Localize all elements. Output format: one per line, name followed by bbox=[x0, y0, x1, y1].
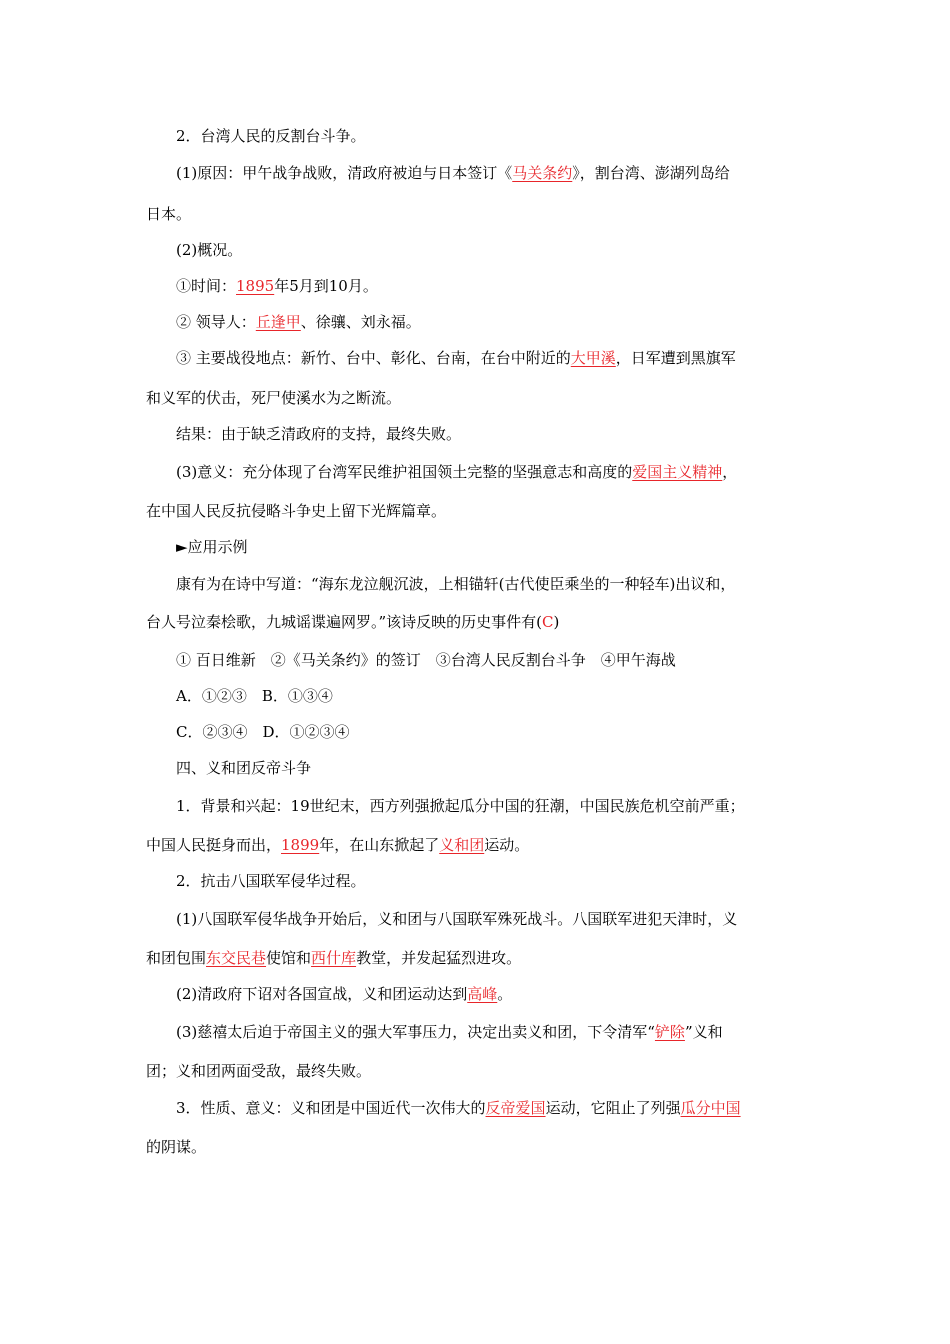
text-segment: 年5月到10月。 bbox=[274, 277, 378, 295]
answer-underlined: 1895 bbox=[236, 277, 275, 295]
answer-underlined: 爱国主义精神 bbox=[632, 463, 723, 481]
answer-underlined: 瓜分中国 bbox=[680, 1099, 741, 1117]
text-line bbox=[176, 1098, 741, 1118]
text-line bbox=[146, 612, 559, 632]
text-line bbox=[176, 796, 745, 816]
text-segment: 日本。 bbox=[146, 205, 192, 223]
text-segment: 四、义和团反帝斗争 bbox=[176, 759, 312, 777]
text-segment: ) bbox=[553, 613, 560, 631]
answer-underlined: 反帝爱国 bbox=[485, 1099, 546, 1117]
text-segment: 团；义和团两面受敌，最终失败。 bbox=[146, 1062, 372, 1080]
text-line bbox=[176, 312, 421, 332]
answer-underlined: 高峰 bbox=[467, 985, 498, 1003]
answer-choice: C bbox=[542, 613, 554, 631]
text-segment: ①时间： bbox=[176, 277, 237, 295]
text-line bbox=[146, 501, 446, 521]
text-line bbox=[146, 835, 529, 855]
text-segment: 、徐骧、刘永福。 bbox=[300, 313, 421, 331]
text-segment: 使馆和 bbox=[266, 949, 312, 967]
text-line bbox=[176, 424, 461, 444]
text-segment: 3．性质、意义：义和团是中国近代一次伟大的 bbox=[176, 1099, 486, 1117]
text-line bbox=[176, 1022, 723, 1042]
answer-underlined: 东交民巷 bbox=[206, 949, 267, 967]
text-segment: (2)清政府下诏对各国宣战，义和团运动达到 bbox=[176, 985, 468, 1003]
text-line bbox=[146, 204, 191, 224]
text-line bbox=[146, 388, 401, 408]
text-segment: 台人号泣秦桧歌，九城谣谍遍网罗。”该诗反映的历史事件有( bbox=[146, 613, 543, 631]
text-segment: ① 百日维新 ②《马关条约》的签订 ③台湾人民反割台斗争 ④甲午海战 bbox=[176, 651, 676, 669]
text-segment: (1)原因：甲午战争战败，清政府被迫与日本签订《 bbox=[176, 164, 513, 182]
text-line bbox=[176, 163, 730, 183]
text-segment: (2)概况。 bbox=[176, 241, 243, 259]
text-line bbox=[176, 126, 366, 146]
text-segment: 在中国人民反抗侵略斗争史上留下光辉篇章。 bbox=[146, 502, 447, 520]
text-segment: 。 bbox=[497, 985, 513, 1003]
text-line bbox=[176, 240, 242, 260]
text-segment: 和义军的伏击，死尸使溪水为之断流。 bbox=[146, 389, 402, 407]
text-line bbox=[176, 686, 333, 706]
text-segment: C．②③④ D．①②③④ bbox=[176, 723, 350, 741]
text-segment: 2．台湾人民的反割台斗争。 bbox=[176, 127, 366, 145]
text-line bbox=[176, 758, 311, 778]
answer-underlined: 西什库 bbox=[311, 949, 357, 967]
text-segment: 结果：由于缺乏清政府的支持，最终失败。 bbox=[176, 425, 462, 443]
text-line bbox=[176, 650, 676, 670]
text-line bbox=[176, 348, 736, 368]
text-segment: (3)意义：充分体现了台湾军民维护祖国领土完整的坚强意志和高度的 bbox=[176, 463, 633, 481]
text-line bbox=[176, 722, 350, 742]
text-segment: 中国人民挺身而出， bbox=[146, 836, 282, 854]
text-segment: 康有为在诗中写道：“海东龙泣舰沉波，上相锚轩(古代使臣乘坐的一种轻车)出议和， bbox=[176, 575, 736, 593]
text-line bbox=[176, 276, 378, 296]
text-segment: 运动，它阻止了列强 bbox=[545, 1099, 681, 1117]
text-line bbox=[176, 984, 512, 1004]
text-segment: (3)慈禧太后迫于帝国主义的强大军事压力，决定出卖义和团，下令清军“ bbox=[176, 1023, 655, 1041]
text-segment: (1)八国联军侵华战争开始后，义和团与八国联军殊死战斗。八国联军进犯天津时，义 bbox=[176, 910, 738, 928]
text-segment: 运动。 bbox=[484, 836, 530, 854]
text-segment: ►应用示例 bbox=[176, 538, 248, 556]
text-segment: 的阴谋。 bbox=[146, 1138, 207, 1156]
text-line bbox=[146, 1061, 371, 1081]
answer-underlined: 1899 bbox=[281, 836, 320, 854]
text-segment: 2．抗击八国联军侵华过程。 bbox=[176, 872, 366, 890]
text-segment: 教堂，并发起猛烈进攻。 bbox=[356, 949, 522, 967]
text-line bbox=[176, 537, 248, 557]
text-segment: 》，割台湾、澎湖列岛给 bbox=[572, 164, 730, 182]
text-segment: 年，在山东掀起了 bbox=[319, 836, 440, 854]
text-segment: ③ 主要战役地点：新竹、台中、彰化、台南，在台中附近的 bbox=[176, 349, 571, 367]
text-segment: ， bbox=[722, 463, 738, 481]
answer-underlined: 义和团 bbox=[439, 836, 485, 854]
answer-underlined: 大甲溪 bbox=[570, 349, 616, 367]
text-line bbox=[176, 462, 737, 482]
text-segment: ”义和 bbox=[684, 1023, 723, 1041]
answer-underlined: 马关条约 bbox=[512, 164, 573, 182]
text-segment: A．①②③ B．①③④ bbox=[176, 687, 333, 705]
text-segment: ② 领导人： bbox=[176, 313, 256, 331]
text-line bbox=[146, 948, 521, 968]
text-segment: 和团包围 bbox=[146, 949, 207, 967]
text-line bbox=[176, 574, 735, 594]
answer-underlined: 铲除 bbox=[654, 1023, 685, 1041]
text-line bbox=[176, 871, 366, 891]
text-segment: 1．背景和兴起：19世纪末，西方列强掀起瓜分中国的狂潮，中国民族危机空前严重； bbox=[176, 797, 745, 815]
answer-underlined: 丘逢甲 bbox=[255, 313, 301, 331]
text-segment: ，日军遭到黑旗军 bbox=[615, 349, 736, 367]
text-line bbox=[146, 1137, 206, 1157]
text-line bbox=[176, 909, 737, 929]
